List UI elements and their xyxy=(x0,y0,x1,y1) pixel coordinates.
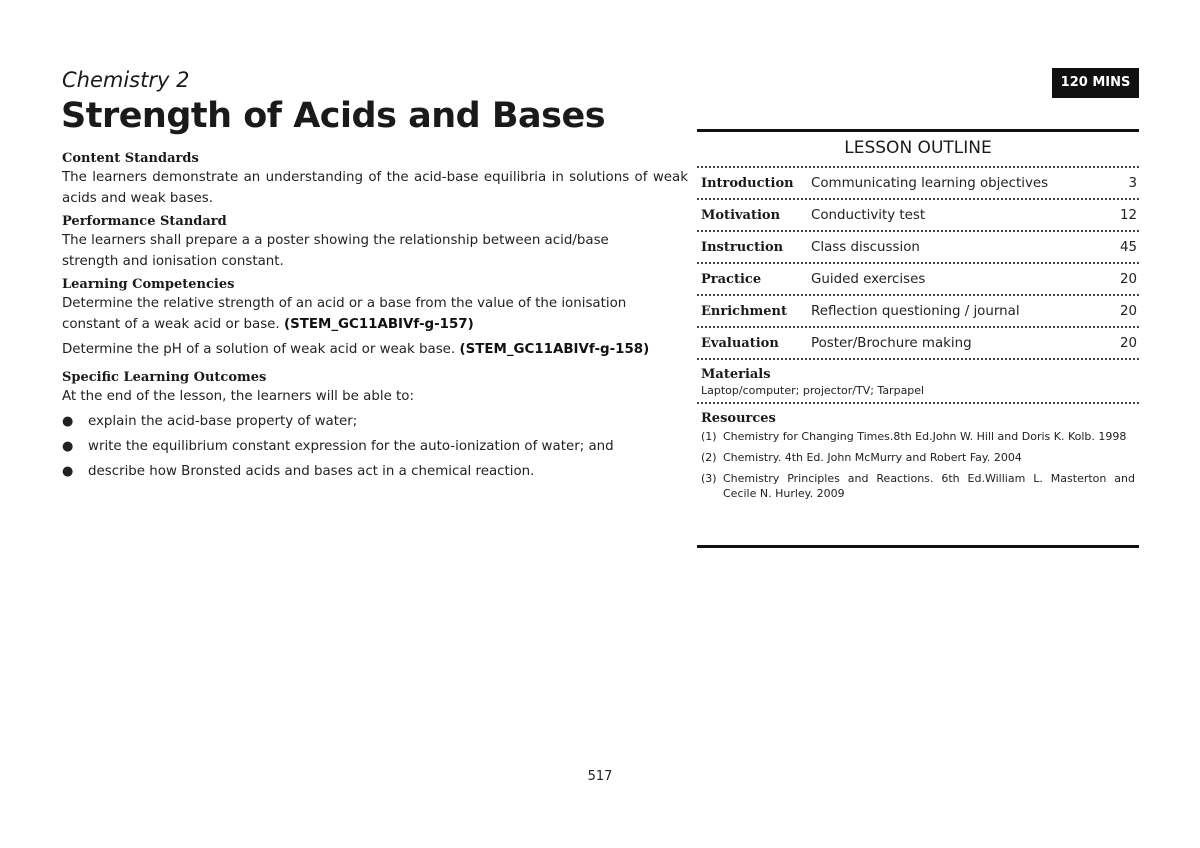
list-item xyxy=(701,471,1135,501)
learning-competencies-heading: Learning Competencies xyxy=(62,277,235,292)
specific-outcomes-intro: At the end of the lesson, the learners will be able to: xyxy=(62,389,415,404)
competency-code: (STEM_GC11ABIVf-g-157) xyxy=(283,317,474,332)
resource-text: Chemistry for Changing Times.8th Ed.John W. Hill and Doris K. Kolb. 1998 xyxy=(723,430,1127,443)
activity-label: Communicating learning objectives xyxy=(811,175,1049,191)
bullet-icon: ● xyxy=(62,439,74,454)
phase-label: Instruction xyxy=(701,239,784,255)
divider xyxy=(697,545,1139,548)
table-row xyxy=(697,230,1139,262)
outcomes-list xyxy=(62,409,688,484)
resource-text: Chemistry. 4th Ed. John McMurry and Robert Fay. 2004 xyxy=(723,451,1022,464)
outcome-text: describe how Bronsted acids and bases act in a chemical reaction. xyxy=(88,464,535,479)
resource-number: (3) xyxy=(701,472,717,485)
specific-outcomes-heading: Specific Learning Outcomes xyxy=(62,370,267,385)
table-row xyxy=(697,326,1139,358)
duration-badge: 120 MINS xyxy=(1052,68,1139,98)
activity-label: Poster/Brochure making xyxy=(811,335,972,351)
list-item xyxy=(701,429,1135,444)
list-item xyxy=(701,450,1135,465)
minutes-value: 20 xyxy=(1119,335,1137,351)
list-item xyxy=(62,409,688,434)
materials-heading: Materials xyxy=(701,367,771,382)
content-standards-text: The learners demonstrate an understanding of the acid-base equilibria in solutions of weak acids and weak bases. xyxy=(62,170,688,206)
activity-label: Class discussion xyxy=(811,239,920,255)
phase-label: Motivation xyxy=(701,207,781,223)
minutes-value: 20 xyxy=(1119,271,1137,287)
resource-number: (2) xyxy=(701,451,717,464)
resource-number: (1) xyxy=(701,430,717,443)
outcome-text: write the equilibrium constant expression for the auto-ionization of water; and xyxy=(88,439,614,454)
competency-item xyxy=(62,339,688,360)
minutes-value: 20 xyxy=(1119,303,1137,319)
list-item xyxy=(62,434,688,459)
resources-list xyxy=(701,429,1135,501)
table-row xyxy=(697,294,1139,326)
minutes-value: 12 xyxy=(1119,207,1137,223)
activity-label: Guided exercises xyxy=(811,271,926,287)
competency-text: Determine the relative strength of an acid or a base from the value of the ionisation constant of a weak acid or base. xyxy=(62,296,627,332)
materials-text: Laptop/computer; projector/TV; Tarpapel xyxy=(701,384,925,397)
page-title: Strength of Acids and Bases xyxy=(61,96,606,136)
lesson-outline-title: LESSON OUTLINE xyxy=(844,138,992,158)
activity-label: Conductivity test xyxy=(811,207,926,223)
competency-text: Determine the pH of a solution of weak acid or weak base. xyxy=(62,342,456,357)
resources-section xyxy=(697,402,1139,511)
table-row xyxy=(697,166,1139,198)
lesson-outline-panel xyxy=(697,129,1139,511)
phase-label: Evaluation xyxy=(701,335,779,351)
phase-label: Practice xyxy=(701,271,762,287)
list-item xyxy=(62,459,688,484)
bullet-icon: ● xyxy=(62,414,74,429)
performance-standard-text: The learners shall prepare a a poster showing the relationship between acid/base strength and ionisation constant. xyxy=(62,233,609,269)
competency-code: (STEM_GC11ABIVf-g-158) xyxy=(459,342,650,357)
competency-item xyxy=(62,293,652,335)
subject-label: Chemistry 2 xyxy=(62,68,190,92)
outcome-text: explain the acid-base property of water; xyxy=(88,414,358,429)
materials-section xyxy=(697,358,1139,402)
bullet-icon: ● xyxy=(62,464,74,479)
minutes-value: 3 xyxy=(1128,175,1137,191)
performance-standard-heading: Performance Standard xyxy=(62,214,227,229)
content-standards-heading: Content Standards xyxy=(62,151,199,166)
phase-label: Introduction xyxy=(701,175,794,191)
page-number: 517 xyxy=(587,769,613,784)
table-row xyxy=(697,198,1139,230)
minutes-value: 45 xyxy=(1119,239,1137,255)
table-row xyxy=(697,262,1139,294)
phase-label: Enrichment xyxy=(701,303,787,319)
lesson-standards xyxy=(62,150,688,484)
resource-text: Chemistry Principles and Reactions. 6th Ed.William L. Masterton and Cecile N. Hurley. 2009 xyxy=(723,472,1135,500)
activity-label: Reflection questioning / journal xyxy=(811,303,1020,319)
resources-heading: Resources xyxy=(701,411,776,426)
